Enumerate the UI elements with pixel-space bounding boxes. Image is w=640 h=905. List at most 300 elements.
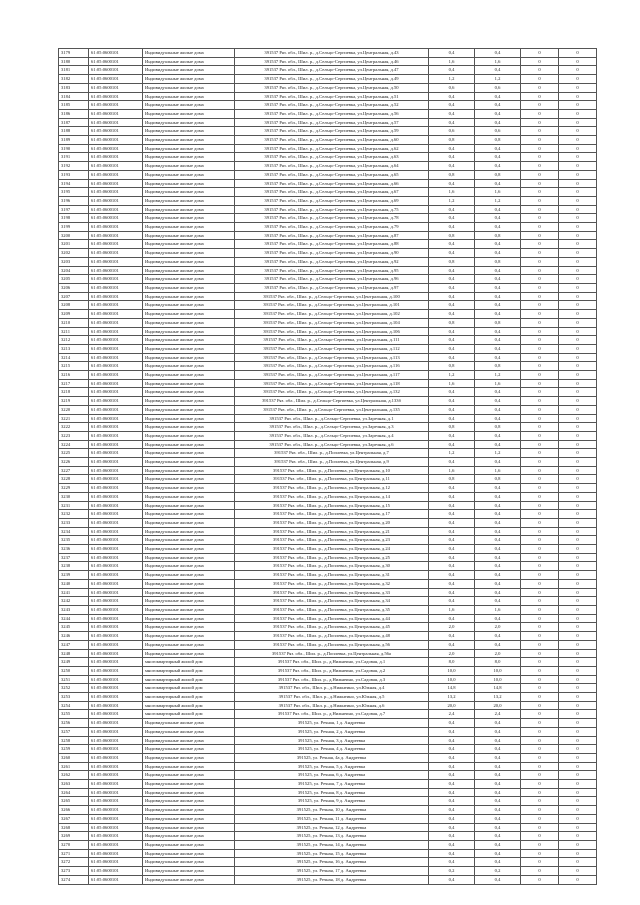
row-number-cell: 3194 xyxy=(59,179,89,188)
zero-cell: 0 xyxy=(521,344,559,353)
load-total-cell: 0,4 xyxy=(475,240,521,249)
zero-cell: 0 xyxy=(521,75,559,84)
zero-cell: 0 xyxy=(521,275,559,284)
cadastral-cell: 61:05:0600101 xyxy=(89,597,143,606)
row-number-cell: 3244 xyxy=(59,614,89,623)
load-total-cell: 0,4 xyxy=(475,336,521,345)
zero-cell: 0 xyxy=(559,92,597,101)
load-total-cell: 0,4 xyxy=(475,440,521,449)
row-number-cell: 3191 xyxy=(59,153,89,162)
cadastral-cell: 61:05:0600101 xyxy=(89,449,143,458)
load-value-cell: 0,4 xyxy=(429,753,475,762)
row-number-cell: 3241 xyxy=(59,588,89,597)
object-type-cell: Индивидуальные жилые дома xyxy=(143,353,235,362)
row-number-cell: 3267 xyxy=(59,814,89,823)
address-cell: 391537 Ряз. обл., Шил. р., д.Поплевка, ул.Центральная, д.11 xyxy=(235,475,429,484)
load-total-cell: 0,4 xyxy=(475,745,521,754)
cadastral-cell: 61:05:0600101 xyxy=(89,266,143,275)
zero-cell: 0 xyxy=(559,327,597,336)
load-value-cell: 0,4 xyxy=(429,527,475,536)
load-value-cell: 0,4 xyxy=(429,458,475,467)
address-cell: 391537 Ряз. обл., Шил. р., д.Сельцо-Сергиевка, ул.Центральная, д.118 xyxy=(235,379,429,388)
load-value-cell: 0,8 xyxy=(429,475,475,484)
load-total-cell: 0,4 xyxy=(475,301,521,310)
load-value-cell: 0,4 xyxy=(429,310,475,319)
table-row xyxy=(59,362,597,371)
row-number-cell: 3226 xyxy=(59,458,89,467)
row-number-cell: 3203 xyxy=(59,257,89,266)
address-cell: 391537 Ряз. обл., Шил. р., д.Сельцо-Сергиевка, ул.Центральная, д.78 xyxy=(235,214,429,223)
cadastral-cell: 61:05:0600101 xyxy=(89,196,143,205)
zero-cell: 0 xyxy=(559,527,597,536)
zero-cell: 0 xyxy=(559,614,597,623)
row-number-cell: 3266 xyxy=(59,806,89,815)
object-type-cell: Индивидуальные жилые дома xyxy=(143,780,235,789)
load-total-cell: 1,2 xyxy=(475,371,521,380)
load-total-cell: 0,4 xyxy=(475,632,521,641)
load-value-cell: 0,4 xyxy=(429,153,475,162)
load-total-cell: 0,4 xyxy=(475,397,521,406)
zero-cell: 0 xyxy=(559,388,597,397)
load-total-cell: 0,8 xyxy=(475,136,521,145)
cadastral-cell: 61:05:0600101 xyxy=(89,223,143,232)
object-type-cell: Индивидуальные жилые дома xyxy=(143,858,235,867)
load-value-cell: 0,4 xyxy=(429,806,475,815)
table-row xyxy=(59,814,597,823)
row-number-cell: 3214 xyxy=(59,353,89,362)
table-row xyxy=(59,249,597,258)
object-type-cell: Индивидуальные жилые дома xyxy=(143,849,235,858)
table-row xyxy=(59,223,597,232)
object-type-cell: Индивидуальные жилые дома xyxy=(143,344,235,353)
object-type-cell: Индивидуальные жилые дома xyxy=(143,606,235,615)
zero-cell: 0 xyxy=(559,101,597,110)
cadastral-cell: 61:05:0600101 xyxy=(89,510,143,519)
object-type-cell: Индивидуальные жилые дома xyxy=(143,423,235,432)
table-row xyxy=(59,571,597,580)
cadastral-cell: 61:05:0600101 xyxy=(89,249,143,258)
address-cell: 391537 Ряз. обл., Шил. р., д.Сельцо-Сергиевка, ул.Центральная, д.97 xyxy=(235,283,429,292)
zero-cell: 0 xyxy=(559,658,597,667)
load-value-cell: 0,8 xyxy=(429,136,475,145)
zero-cell: 0 xyxy=(521,475,559,484)
address-cell: 391537 Ряз. обл., Шил. р., д.Поплевка, ул.Центральная, д.14 xyxy=(235,492,429,501)
object-type-cell: Индивидуальные жилые дома xyxy=(143,875,235,884)
load-total-cell: 0,4 xyxy=(475,640,521,649)
table-row xyxy=(59,101,597,110)
cadastral-cell: 61:05:0600101 xyxy=(89,606,143,615)
row-number-cell: 3208 xyxy=(59,301,89,310)
load-value-cell: 0,4 xyxy=(429,840,475,849)
row-number-cell: 3180 xyxy=(59,57,89,66)
row-number-cell: 3205 xyxy=(59,275,89,284)
row-number-cell: 3218 xyxy=(59,388,89,397)
load-value-cell: 10,0 xyxy=(429,666,475,675)
row-number-cell: 3233 xyxy=(59,518,89,527)
object-type-cell: Индивидуальные жилые дома xyxy=(143,510,235,519)
table-row xyxy=(59,545,597,554)
object-type-cell: Индивидуальные жилые дома xyxy=(143,83,235,92)
table-row xyxy=(59,301,597,310)
address-cell: 391525, ул. Речная, 13 д. Андреевка xyxy=(235,832,429,841)
row-number-cell: 3252 xyxy=(59,684,89,693)
cadastral-cell: 61:05:0600101 xyxy=(89,423,143,432)
cadastral-cell: 61:05:0600101 xyxy=(89,66,143,75)
load-value-cell: 0,4 xyxy=(429,858,475,867)
load-value-cell: 0,8 xyxy=(429,423,475,432)
zero-cell: 0 xyxy=(559,214,597,223)
cadastral-cell: 61:05:0600101 xyxy=(89,475,143,484)
zero-cell: 0 xyxy=(521,492,559,501)
zero-cell: 0 xyxy=(559,675,597,684)
cadastral-cell: 61:05:0600101 xyxy=(89,867,143,876)
table-row xyxy=(59,318,597,327)
load-value-cell: 0,4 xyxy=(429,536,475,545)
row-number-cell: 3198 xyxy=(59,214,89,223)
zero-cell: 0 xyxy=(559,75,597,84)
table-row xyxy=(59,440,597,449)
cadastral-cell: 61:05:0600101 xyxy=(89,275,143,284)
address-cell: 391525, ул. Речная, 6 д. Андреевка xyxy=(235,771,429,780)
object-type-cell: Индивидуальные жилые дома xyxy=(143,632,235,641)
cadastral-cell: 61:05:0600101 xyxy=(89,484,143,493)
zero-cell: 0 xyxy=(521,501,559,510)
load-value-cell: 0,4 xyxy=(429,344,475,353)
zero-cell: 0 xyxy=(559,257,597,266)
row-number-cell: 3189 xyxy=(59,136,89,145)
row-number-cell: 3182 xyxy=(59,75,89,84)
object-type-cell: Индивидуальные жилые дома xyxy=(143,475,235,484)
table-row xyxy=(59,806,597,815)
zero-cell: 0 xyxy=(521,266,559,275)
address-cell: 391537 Ряз. обл., Шил. р., д.Поплевка, ул.Центральная, д.33 xyxy=(235,588,429,597)
load-value-cell: 2,0 xyxy=(429,649,475,658)
object-type-cell: Индивидуальные жилые дома xyxy=(143,231,235,240)
object-type-cell: Индивидуальные жилые дома xyxy=(143,727,235,736)
zero-cell: 0 xyxy=(559,188,597,197)
zero-cell: 0 xyxy=(521,745,559,754)
cadastral-cell: 61:05:0600101 xyxy=(89,292,143,301)
table-row xyxy=(59,632,597,641)
object-type-cell: Индивидуальные жилые дома xyxy=(143,397,235,406)
object-type-cell: Индивидуальные жилые дома xyxy=(143,788,235,797)
load-total-cell: 0,4 xyxy=(475,327,521,336)
table-row xyxy=(59,518,597,527)
table-row xyxy=(59,771,597,780)
table-row xyxy=(59,205,597,214)
load-total-cell: 0,8 xyxy=(475,231,521,240)
zero-cell: 0 xyxy=(521,579,559,588)
table-row xyxy=(59,753,597,762)
zero-cell: 0 xyxy=(559,849,597,858)
table-row xyxy=(59,127,597,136)
cadastral-cell: 61:05:0600101 xyxy=(89,75,143,84)
object-type-cell: Индивидуальные жилые дома xyxy=(143,867,235,876)
load-total-cell: 10,0 xyxy=(475,666,521,675)
zero-cell: 0 xyxy=(559,710,597,719)
address-cell: 391525, ул. Речная, 16 д. Андреевка xyxy=(235,858,429,867)
zero-cell: 0 xyxy=(521,283,559,292)
cadastral-cell: 61:05:0600101 xyxy=(89,144,143,153)
cadastral-cell: 61:05:0600101 xyxy=(89,371,143,380)
load-value-cell: 2,0 xyxy=(429,623,475,632)
row-number-cell: 3250 xyxy=(59,666,89,675)
load-value-cell: 0,4 xyxy=(429,118,475,127)
cadastral-cell: 61:05:0600101 xyxy=(89,336,143,345)
object-type-cell: Индивидуальные жилые дома xyxy=(143,806,235,815)
zero-cell: 0 xyxy=(521,440,559,449)
zero-cell: 0 xyxy=(521,153,559,162)
zero-cell: 0 xyxy=(559,371,597,380)
cadastral-cell: 61:05:0600101 xyxy=(89,310,143,319)
address-cell: 391537 Ряз. обл., Шил. р., д.Сельцо-Сергиевка, ул.Центральная, д.135 xyxy=(235,405,429,414)
table-row xyxy=(59,449,597,458)
table-row xyxy=(59,136,597,145)
zero-cell: 0 xyxy=(559,310,597,319)
load-total-cell: 0,4 xyxy=(475,266,521,275)
cadastral-cell: 61:05:0600101 xyxy=(89,240,143,249)
load-value-cell: 0,4 xyxy=(429,492,475,501)
row-number-cell: 3269 xyxy=(59,832,89,841)
load-value-cell: 0,4 xyxy=(429,414,475,423)
load-value-cell: 0,4 xyxy=(429,162,475,171)
object-type-cell: Индивидуальные жилые дома xyxy=(143,719,235,728)
table-row xyxy=(59,353,597,362)
object-type-cell: Индивидуальные жилые дома xyxy=(143,614,235,623)
zero-cell: 0 xyxy=(559,301,597,310)
address-cell: 391537 Ряз. обл., Шил. р., д.Сельцо-Сергиевка, ул.Центральная, д.116 xyxy=(235,362,429,371)
load-value-cell: 0,4 xyxy=(429,301,475,310)
cadastral-cell: 61:05:0600101 xyxy=(89,571,143,580)
row-number-cell: 3264 xyxy=(59,788,89,797)
zero-cell: 0 xyxy=(559,118,597,127)
load-total-cell: 0,4 xyxy=(475,344,521,353)
address-cell: 391537 Ряз. обл., Шил. р., д.Сельцо-Сергиевка, ул.Центральная, д.67 xyxy=(235,188,429,197)
load-total-cell: 1,6 xyxy=(475,379,521,388)
load-value-cell: 1,6 xyxy=(429,188,475,197)
object-type-cell: Индивидуальные жилые дома xyxy=(143,745,235,754)
object-type-cell: Индивидуальные жилые дома xyxy=(143,431,235,440)
row-number-cell: 3249 xyxy=(59,658,89,667)
table-row xyxy=(59,788,597,797)
cadastral-cell: 61:05:0600101 xyxy=(89,762,143,771)
table-row xyxy=(59,832,597,841)
load-total-cell: 0,4 xyxy=(475,292,521,301)
zero-cell: 0 xyxy=(521,301,559,310)
row-number-cell: 3186 xyxy=(59,109,89,118)
zero-cell: 0 xyxy=(521,510,559,519)
load-total-cell: 20,0 xyxy=(475,701,521,710)
cadastral-cell: 61:05:0600101 xyxy=(89,179,143,188)
row-number-cell: 3192 xyxy=(59,162,89,171)
zero-cell: 0 xyxy=(521,83,559,92)
address-cell: 391537 Ряз. обл., Шил. р., д.Нижнеино, ул.Южная, д.5 xyxy=(235,693,429,702)
row-number-cell: 3187 xyxy=(59,118,89,127)
load-value-cell: 0,8 xyxy=(429,318,475,327)
zero-cell: 0 xyxy=(559,318,597,327)
address-cell: 391537 Ряз. обл., Шил. р., д.Сельцо-Сергиевка, ул.Центральная, д.56 xyxy=(235,109,429,118)
cadastral-cell: 61:05:0600101 xyxy=(89,684,143,693)
row-number-cell: 3230 xyxy=(59,492,89,501)
object-type-cell: Индивидуальные жилые дома xyxy=(143,440,235,449)
zero-cell: 0 xyxy=(521,710,559,719)
load-value-cell: 0,4 xyxy=(429,179,475,188)
zero-cell: 0 xyxy=(521,318,559,327)
address-cell: 391537 Ряз. обл., Шил. р., д.Поплевка, ул.Центральная, д.25 xyxy=(235,553,429,562)
address-cell: 391537 Ряз. обл., Шил. р., д.Сельцо-Сергиевка, ул.Заречная, д.4 xyxy=(235,431,429,440)
address-cell: 391537 Ряз. обл., Шил. р., д.Сельцо-Сергиевка, ул.Заречная, д.1 xyxy=(235,414,429,423)
table-row xyxy=(59,475,597,484)
load-value-cell: 2,4 xyxy=(429,710,475,719)
load-value-cell: 0,4 xyxy=(429,579,475,588)
zero-cell: 0 xyxy=(521,136,559,145)
row-number-cell: 3220 xyxy=(59,405,89,414)
address-cell: 391525, ул. Речная, 7 д. Андреевка xyxy=(235,780,429,789)
zero-cell: 0 xyxy=(521,371,559,380)
zero-cell: 0 xyxy=(559,275,597,284)
table-row xyxy=(59,701,597,710)
address-cell: 391525, ул. Речная, 1 д. Андреевка xyxy=(235,719,429,728)
load-total-cell: 0,4 xyxy=(475,719,521,728)
object-type-cell: Индивидуальные жилые дома xyxy=(143,371,235,380)
zero-cell: 0 xyxy=(521,397,559,406)
document-page xyxy=(58,48,596,885)
zero-cell: 0 xyxy=(521,188,559,197)
load-total-cell: 1,6 xyxy=(475,606,521,615)
zero-cell: 0 xyxy=(559,240,597,249)
table-row xyxy=(59,527,597,536)
address-cell: 391537 Ряз. обл., Шил. р., д.Сельцо-Сергиевка, ул.Центральная, д.106 xyxy=(235,327,429,336)
load-value-cell: 0,4 xyxy=(429,553,475,562)
row-number-cell: 3227 xyxy=(59,466,89,475)
zero-cell: 0 xyxy=(559,666,597,675)
zero-cell: 0 xyxy=(559,57,597,66)
object-type-cell: Индивидуальные жилые дома xyxy=(143,162,235,171)
zero-cell: 0 xyxy=(559,684,597,693)
load-value-cell: 0,4 xyxy=(429,266,475,275)
row-number-cell: 3188 xyxy=(59,127,89,136)
load-value-cell: 0,4 xyxy=(429,823,475,832)
zero-cell: 0 xyxy=(521,545,559,554)
zero-cell: 0 xyxy=(521,388,559,397)
cadastral-cell: 61:05:0600101 xyxy=(89,127,143,136)
cadastral-cell: 61:05:0600101 xyxy=(89,527,143,536)
zero-cell: 0 xyxy=(521,814,559,823)
load-total-cell: 0,4 xyxy=(475,101,521,110)
table-row xyxy=(59,283,597,292)
zero-cell: 0 xyxy=(521,327,559,336)
object-type-cell: Индивидуальные жилые дома xyxy=(143,736,235,745)
load-total-cell: 0,4 xyxy=(475,562,521,571)
load-total-cell: 0,4 xyxy=(475,588,521,597)
zero-cell: 0 xyxy=(521,336,559,345)
table-row xyxy=(59,675,597,684)
zero-cell: 0 xyxy=(521,849,559,858)
load-total-cell: 0,4 xyxy=(475,858,521,867)
object-type-cell: Индивидуальные жилые дома xyxy=(143,223,235,232)
zero-cell: 0 xyxy=(559,753,597,762)
zero-cell: 0 xyxy=(521,214,559,223)
address-cell: 391537 Ряз. обл., Шил. р., д.Поплевка, ул.Центральная, д.44 xyxy=(235,614,429,623)
table-row xyxy=(59,640,597,649)
address-cell: 391537 Ряз. обл., Шил. р., д.Сельцо-Сергиевка, ул.Центральная, д.66 xyxy=(235,179,429,188)
address-cell: 391537 Ряз. обл., Шил. р., д.Сельцо-Сергиевка, ул.Заречная, д.6 xyxy=(235,440,429,449)
zero-cell: 0 xyxy=(521,562,559,571)
row-number-cell: 3216 xyxy=(59,371,89,380)
zero-cell: 0 xyxy=(559,49,597,58)
zero-cell: 0 xyxy=(521,231,559,240)
address-cell: 391537 Ряз. обл., Шил. р., д.Сельцо-Сергиевка, ул.Центральная, д.43 xyxy=(235,49,429,58)
load-total-cell: 0,4 xyxy=(475,753,521,762)
load-total-cell: 0,4 xyxy=(475,179,521,188)
zero-cell: 0 xyxy=(521,736,559,745)
object-type-cell: Индивидуальные жилые дома xyxy=(143,266,235,275)
cadastral-cell: 61:05:0600101 xyxy=(89,579,143,588)
load-total-cell: 0,6 xyxy=(475,127,521,136)
zero-cell: 0 xyxy=(559,606,597,615)
object-type-cell: Индивидуальные жилые дома xyxy=(143,379,235,388)
load-value-cell: 0,4 xyxy=(429,727,475,736)
cadastral-cell: 61:05:0600101 xyxy=(89,501,143,510)
object-type-cell: Индивидуальные жилые дома xyxy=(143,484,235,493)
zero-cell: 0 xyxy=(559,136,597,145)
row-number-cell: 3223 xyxy=(59,431,89,440)
zero-cell: 0 xyxy=(559,745,597,754)
table-row xyxy=(59,458,597,467)
cadastral-cell: 61:05:0600101 xyxy=(89,283,143,292)
address-cell: 391537 Ряз. обл., Шил. р., д.Сельцо-Сергиевка, ул.Центральная, д.62 xyxy=(235,144,429,153)
object-type-cell: Индивидуальные жилые дома xyxy=(143,623,235,632)
load-value-cell: 0,4 xyxy=(429,109,475,118)
load-total-cell: 0,4 xyxy=(475,388,521,397)
load-value-cell: 1,2 xyxy=(429,371,475,380)
object-type-cell: Индивидуальные жилые дома xyxy=(143,501,235,510)
address-cell: 391537 Ряз. обл., Шил. р., д.Поплевка, ул.Центральная, д.48 xyxy=(235,632,429,641)
zero-cell: 0 xyxy=(521,658,559,667)
address-cell: 391537 Ряз. обл., Шил. р., д.Поплевка, ул.Центральная, д.35 xyxy=(235,606,429,615)
table-row xyxy=(59,745,597,754)
zero-cell: 0 xyxy=(521,431,559,440)
zero-cell: 0 xyxy=(559,588,597,597)
load-value-cell: 1,6 xyxy=(429,466,475,475)
zero-cell: 0 xyxy=(559,449,597,458)
load-value-cell: 0,4 xyxy=(429,719,475,728)
object-type-cell: Индивидуальные жилые дома xyxy=(143,240,235,249)
load-value-cell: 0,4 xyxy=(429,440,475,449)
table-row xyxy=(59,875,597,884)
object-type-cell: Индивидуальные жилые дома xyxy=(143,449,235,458)
cadastral-cell: 61:05:0600101 xyxy=(89,588,143,597)
object-type-cell: Индивидуальные жилые дома xyxy=(143,571,235,580)
row-number-cell: 3272 xyxy=(59,858,89,867)
table-row xyxy=(59,188,597,197)
address-cell: 391537 Ряз. обл., Шил. р., д.Нижнеино, ул.Южная, д.6 xyxy=(235,701,429,710)
row-number-cell: 3215 xyxy=(59,362,89,371)
zero-cell: 0 xyxy=(521,858,559,867)
load-total-cell: 0,4 xyxy=(475,153,521,162)
table-row xyxy=(59,849,597,858)
table-row xyxy=(59,170,597,179)
load-total-cell: 1,2 xyxy=(475,196,521,205)
object-type-cell: Индивидуальные жилые дома xyxy=(143,136,235,145)
address-cell: 391537 Ряз. обл., Шил. р., д.Сельцо-Сергиевка, ул.Центральная, д.50 xyxy=(235,83,429,92)
cadastral-cell: 61:05:0600101 xyxy=(89,257,143,266)
zero-cell: 0 xyxy=(521,666,559,675)
object-type-cell: многоквартирный жилой дом xyxy=(143,684,235,693)
load-total-cell: 0,4 xyxy=(475,771,521,780)
zero-cell: 0 xyxy=(521,127,559,136)
address-cell: 391537 Ряз. обл., Шил. р., д.Поплевка, ул.Центральная, д.15 xyxy=(235,501,429,510)
